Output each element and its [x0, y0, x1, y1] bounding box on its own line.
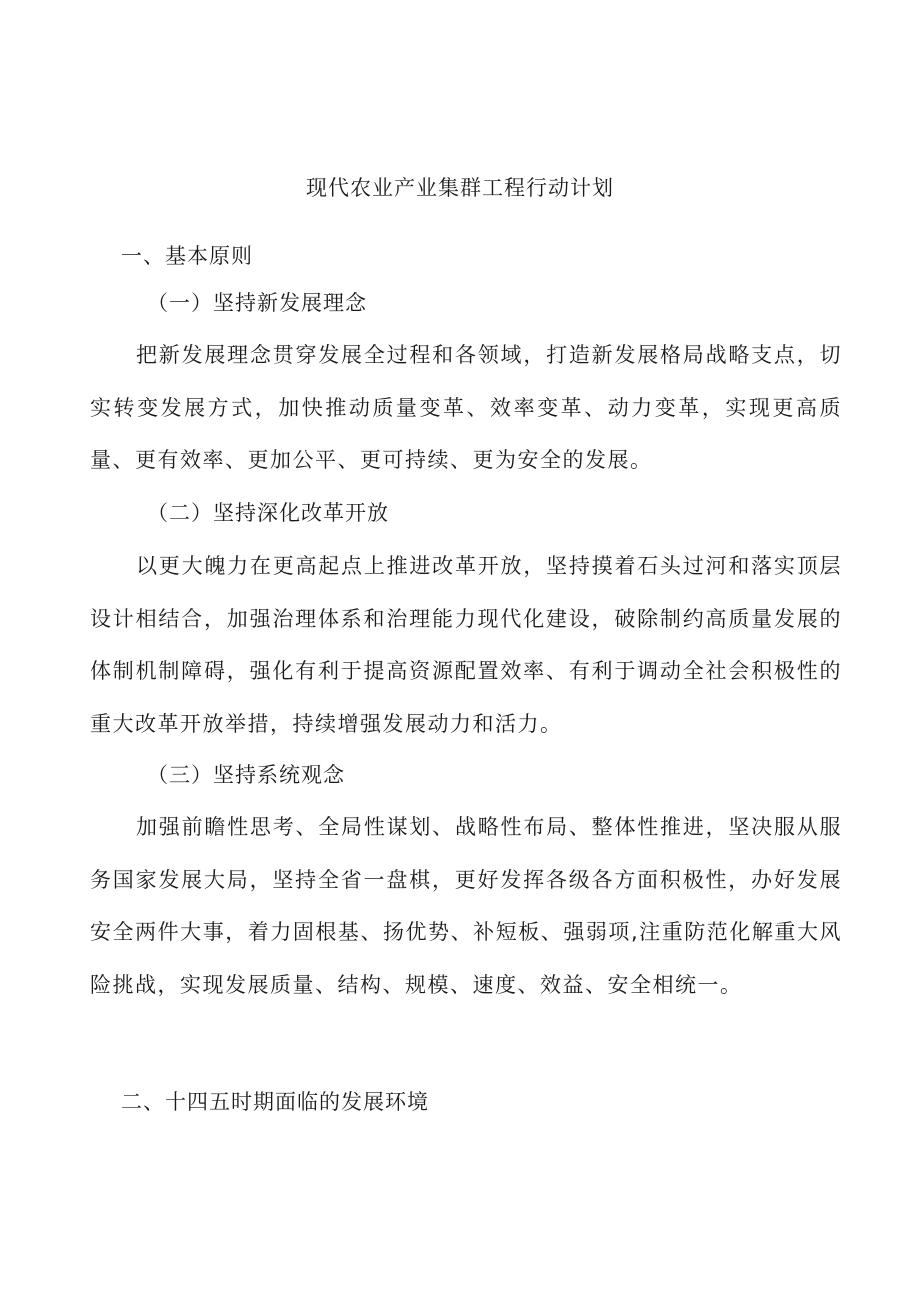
document-title: 现代农业产业集群工程行动计划	[306, 176, 614, 200]
paragraph-systems: 加强前瞻性思考、全局性谋划、战略性布局、整体性推进，坚决服从服务国家发展大局，坚持全省一盘棋，更好发挥各级各方面积极性，办好发展安全两件大事，着力固根基、扬优势、补短板、强弱项,注重防范化解重大风险挑战，实现发展质量、结构、规模、速度、效益、安全相统一。	[90, 815, 842, 997]
paragraph-reform: 以更大魄力在更高起点上推进改革开放，坚持摸着石头过河和落实顶层设计相结合，加强治理体系和治理能力现代化建设，破除制约高质量发展的体制机制障碍，强化有利于提高资源配置效率、有利于调动全社会积极性的重大改革开放举措，持续增强发展动力和活力。	[90, 554, 842, 736]
paragraph-new-development: 把新发展理念贯穿发展全过程和各领域，打造新发展格局战略支点，切实转变发展方式，加快推动质量变革、效率变革、动力变革，实现更高质量、更有效率、更加公平、更可持续、更为安全的发展。	[90, 343, 842, 472]
section-heading-principles: 一、基本原则	[121, 244, 253, 268]
subsection-heading-systems: （三）坚持系统观念	[147, 763, 345, 787]
subsection-heading-new-development: （一）坚持新发展理念	[147, 291, 367, 315]
subsection-heading-reform: （二）坚持深化改革开放	[147, 501, 389, 525]
section-heading-environment: 二、十四五时期面临的发展环境	[121, 1090, 429, 1114]
